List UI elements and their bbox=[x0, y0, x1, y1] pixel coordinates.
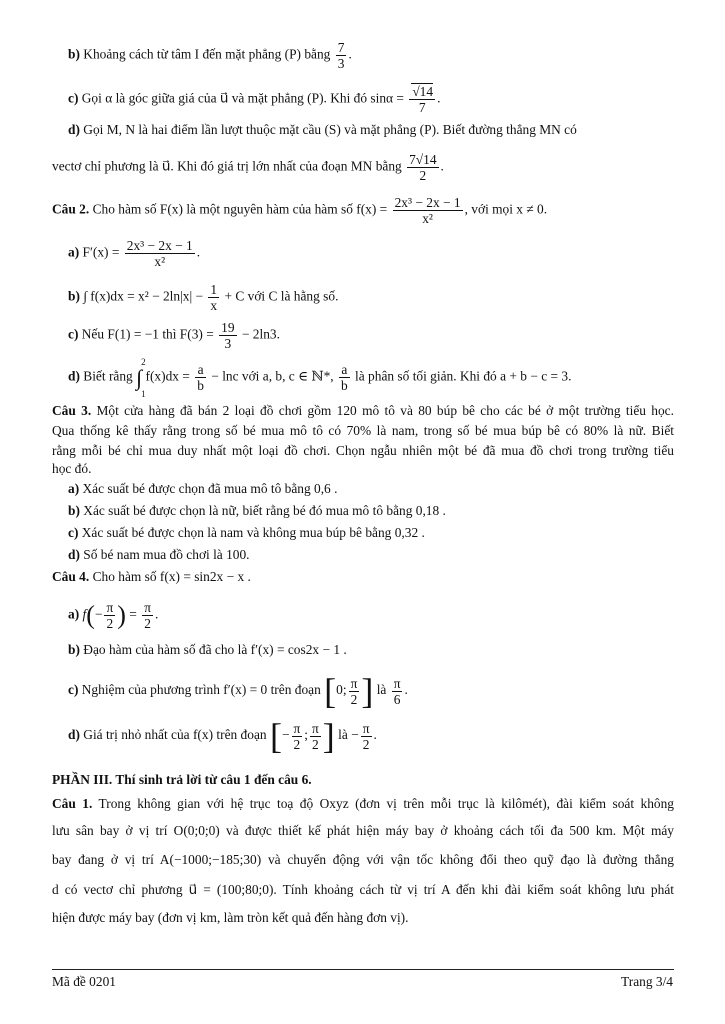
fraction: $\frac{\text{2x³ − 2x − 1}}{\text{x²}}$ bbox=[126, 238, 193, 269]
question-3-d: d) Số bé nam mua đồ chơi là 100. bbox=[68, 547, 250, 562]
part-3-heading: PHẦN III. Thí sinh trả lời từ câu 1 đến câu 6. bbox=[52, 772, 312, 787]
fraction: $\frac{\pi}{2}$ bbox=[350, 675, 358, 707]
question-3-line-4: học đó. bbox=[52, 461, 92, 476]
part-3-q1-line-1: Câu 1. Trong không gian với hệ trục toạ độ Oxyz (đơn vị trên mỗi trục là kilômét), đài kiểm soát không bbox=[52, 796, 674, 811]
fraction: $\frac{7}{3}$ bbox=[337, 40, 345, 71]
fraction: $\frac{\pi}{2}$ bbox=[312, 720, 319, 752]
question-4-c: c) Nghiệm của phương trình f′(x) = 0 trên đoạn [0; $\frac{\pi}{2}$ ] là $\frac{\pi}{6}$ . bbox=[68, 671, 408, 711]
fraction: $\frac{7√14}{2}$ bbox=[409, 152, 437, 183]
question-3-line-1: Câu 3. Một cửa hàng đã bán 2 loại đồ chơi gồm 120 mô tô và 80 búp bê cho các bé ở một trường tiểu học. bbox=[52, 403, 674, 418]
part-3-q1-line-5: hiện được máy bay (đơn vị km, làm tròn kết quả đến hàng đơn vị). bbox=[52, 910, 409, 925]
part-3-q1-line-2: lưu sân bay ở vị trí O(0;0;0) và được thiết kế phát hiện máy bay ở khoảng cách tối đa 500 km. Một máy bbox=[52, 823, 674, 838]
fraction: $\frac{\pi}{2}$ bbox=[144, 600, 151, 631]
question-2-b: b) ∫ f(x)dx = x² − 2ln|x| − $\frac{1}{x}$ + C với C là hằng số. bbox=[68, 282, 339, 313]
prev-item-b: b) Khoảng cách từ tâm I đến mặt phẳng (P) bằng $\frac{7}{3}$ . bbox=[68, 40, 352, 71]
question-4-stem: Câu 4. Cho hàm số f(x) = sin2x − x . bbox=[52, 569, 251, 584]
page-number: Trang 3/4 bbox=[621, 974, 673, 989]
part-3-q1-line-3: bay đang ở vị trí A(−1000;−185;30) và chuyển động với vận tốc không đổi theo quỹ đạo là đường thẳng bbox=[52, 852, 674, 867]
question-4-a: a) f(− $\frac{\pi}{2}$ ) = $\frac{\pi}{2}$ . bbox=[68, 600, 159, 631]
fraction: $\frac{19}{3}$ bbox=[221, 320, 235, 351]
part-3-q1-line-4: d có vectơ chỉ phương u⃗ = (100;80;0). Tính khoảng cách từ vị trí A đến khi đài kiểm soát không lưu phát bbox=[52, 882, 674, 897]
fraction: $\frac{\pi}{6}$ bbox=[393, 675, 401, 707]
prev-item-d: d) Gọi M, N là hai điểm lần lượt thuộc mặt cầu (S) và mặt phẳng (P). Biết đường thẳng MN có bbox=[68, 122, 577, 137]
fraction: $\frac{\pi}{2}$ bbox=[293, 720, 301, 752]
integral-sign: ∫ 2 1 bbox=[136, 356, 146, 399]
fraction: $\frac{1}{x}$ bbox=[210, 282, 218, 313]
prev-item-c: c) Gọi α là góc giữa giá của u⃗ và mặt phẳng (P). Khi đó sinα = $\frac{√14}{7}$ . bbox=[68, 84, 441, 115]
fraction: $\frac{a}{b}$ bbox=[340, 362, 348, 393]
question-2-a: a) F′(x) = $\frac{\text{2x³ − 2x − 1}}{\text{x²}}$ . bbox=[68, 238, 201, 269]
question-2-c: c) Nếu F(1) = −1 thì F(3) = $\frac{19}{3}$ − 2ln3. bbox=[68, 320, 280, 351]
exam-code: Mã đề 0201 bbox=[52, 974, 116, 989]
question-3-a: a) Xác suất bé được chọn đã mua mô tô bằng 0,6 . bbox=[68, 481, 338, 496]
fraction: $\frac{√14}{7}$ bbox=[409, 84, 435, 115]
question-3-line-3: rằng mỗi bé chỉ mua duy nhất một loại đồ chơi. Chọn ngẫu nhiên một bé đã mua đồ chơi trong trường tiểu bbox=[52, 443, 674, 458]
question-2-d: d) Biết rằng ∫ 2 1 f(x)dx = $\frac{a}{b}$ − lnc với a, b, c ∈ ℕ*, $\frac{a}{b}$ là phân số tối giản. Khi đó a + b − c = 3. bbox=[68, 356, 572, 399]
question-3-b: b) Xác suất bé được chọn là nữ, biết rằng bé đó mua mô tô bằng 0,18 . bbox=[68, 503, 446, 518]
prev-item-d-cont: vectơ chỉ phương là u⃗. Khi đó giá trị lớn nhất của đoạn MN bằng $\frac{7√14}{2}$ . bbox=[52, 152, 444, 183]
fraction: $\frac{\text{2x³ − 2x − 1}}{\text{x²}}$ bbox=[394, 195, 461, 226]
fraction: $\frac{\pi}{2}$ bbox=[362, 720, 370, 752]
fraction: $\frac{a}{b}$ bbox=[197, 362, 204, 393]
footer-divider bbox=[52, 969, 674, 970]
question-3-c: c) Xác suất bé được chọn là nam và không mua búp bê bằng 0,32 . bbox=[68, 525, 425, 540]
question-4-b: b) Đạo hàm của hàm số đã cho là f′(x) = cos2x − 1 . bbox=[68, 642, 347, 657]
fraction: $\frac{\pi}{2}$ bbox=[106, 600, 114, 631]
question-4-d: d) Giá trị nhỏ nhất của f(x) trên đoạn [− $\frac{\pi}{2}$ ; $\frac{\pi}{2}$ ] là − $\frac{\pi}{2}$ . bbox=[68, 716, 377, 756]
question-2-stem: Câu 2. Cho hàm số F(x) là một nguyên hàm của hàm số f(x) = $\frac{\text{2x³ − 2x − 1}}{\text{x²}}$ , với mọi x ≠ 0. bbox=[52, 195, 548, 226]
question-3-line-2: Qua thống kê thấy rằng trong số bé mua mô tô có 70% là nam, trong số bé mua búp bê có 80% là nữ. Biết bbox=[52, 423, 674, 438]
